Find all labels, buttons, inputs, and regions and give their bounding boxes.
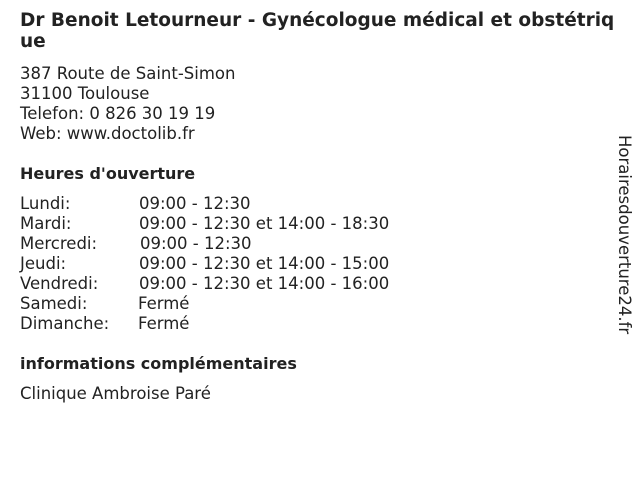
address-street: 387 Route de Saint-Simon [20, 64, 236, 83]
phone-number: Telefon: 0 826 30 19 19 [20, 104, 216, 123]
hours-time: 09:00 - 12:30 [139, 194, 251, 213]
hours-day: Jeudi: [20, 254, 67, 273]
hours-time: 09:00 - 12:30 [140, 234, 252, 253]
hours-day: Mercredi: [20, 234, 98, 253]
hours-day: Dimanche: [20, 314, 110, 333]
info-text: Clinique Ambroise Paré [20, 384, 211, 403]
hours-time: 09:00 - 12:30 et 14:00 - 16:00 [139, 274, 390, 293]
hours-time: Fermé [138, 314, 190, 333]
page-title: Dr Benoit Letourneur - Gynécologue médical et obstétrique [20, 10, 615, 52]
hours-time: 09:00 - 12:30 et 14:00 - 15:00 [139, 254, 390, 273]
site-watermark: Horairesdouverture24.fr [615, 135, 634, 335]
info-heading: informations complémentaires [20, 354, 297, 373]
hours-day: Mardi: [20, 214, 72, 233]
hours-day: Vendredi: [20, 274, 99, 293]
hours-heading: Heures d'ouverture [20, 164, 196, 183]
address-city: 31100 Toulouse [20, 84, 150, 103]
hours-day: Lundi: [20, 194, 71, 213]
address-block [20, 64, 235, 144]
hours-day: Samedi: [20, 294, 88, 313]
website: Web: www.doctolib.fr [20, 124, 195, 143]
hours-time: 09:00 - 12:30 et 14:00 - 18:30 [139, 214, 390, 233]
hours-time: Fermé [138, 294, 190, 313]
